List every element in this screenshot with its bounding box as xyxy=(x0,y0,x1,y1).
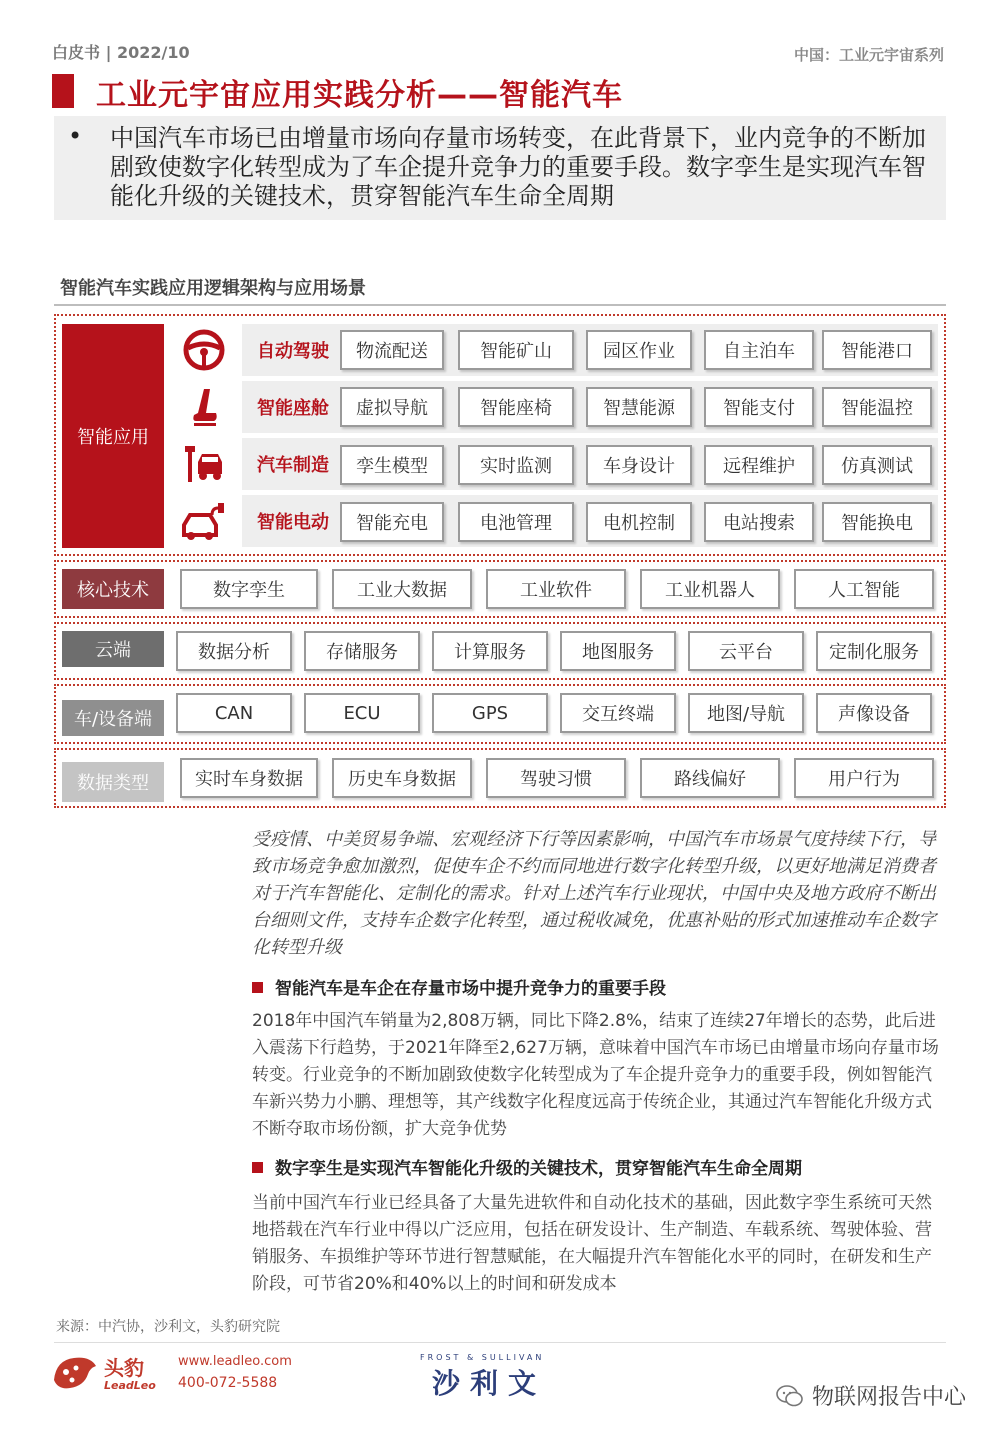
section-heading-text: 数字孪生是实现汽车智能化升级的关键技术，贯穿智能汽车生命全周期 xyxy=(275,1159,802,1179)
app-item: 实时监测 xyxy=(458,445,574,485)
header-left: 白皮书 | 2022/10 xyxy=(52,43,190,62)
app-item: 电池管理 xyxy=(458,502,574,542)
layer-device xyxy=(54,684,946,744)
app-item: 车身设计 xyxy=(586,445,692,485)
app-row-name: 自动驾驶 xyxy=(257,341,329,362)
data-type-item: 实时车身数据 xyxy=(180,758,318,798)
core-tech-item: 工业机器人 xyxy=(640,569,780,609)
architecture-divider xyxy=(54,304,946,306)
app-item: 智能座椅 xyxy=(458,387,574,427)
layer-label-cloud: 云端 xyxy=(62,631,164,667)
brand-name-en: LeadLeo xyxy=(104,1379,156,1392)
layer-data-type xyxy=(54,748,946,808)
core-tech-item: 工业软件 xyxy=(486,569,626,609)
bullet: • xyxy=(68,122,83,150)
core-tech-item: 数字孪生 xyxy=(180,569,318,609)
wechat-icon xyxy=(776,1384,804,1408)
layer-label-core: 核心技术 xyxy=(62,569,164,609)
app-item: 电站搜索 xyxy=(704,502,814,542)
red-square-bullet-icon xyxy=(252,982,263,993)
cloud-item: 云平台 xyxy=(688,631,804,671)
app-item: 智能港口 xyxy=(822,330,932,370)
device-item: ECU xyxy=(304,693,420,733)
layer-label-data: 数据类型 xyxy=(62,762,164,802)
app-item: 智能充电 xyxy=(340,502,444,542)
data-type-item: 历史车身数据 xyxy=(332,758,472,798)
steering-wheel-icon xyxy=(176,324,232,376)
ev-charging-icon xyxy=(176,495,232,547)
app-item: 自主泊车 xyxy=(704,330,814,370)
section-body: 当前中国汽车行业已经具备了大量先进软件和自动化技术的基础，因此数字孪生系统可天然地搭载在汽车行业中得以广泛应用，包括在研发设计、生产制造、车载系统、驾驶体验、营销服务、车损维护等环节进行智慧赋能，在大幅提升汽车智能化水平的同时，在研发和生产阶段，可节省20%和40%以上的时间和研发成本 xyxy=(252,1193,932,1294)
car-tools-icon xyxy=(176,438,232,490)
app-item: 物流配送 xyxy=(340,330,444,370)
app-row-name: 汽车制造 xyxy=(257,455,329,476)
source-note: 来源：中汽协，沙利文，头豹研究院 xyxy=(56,1319,280,1335)
app-item: 园区作业 xyxy=(586,330,692,370)
watermark-text: 物联网报告中心 xyxy=(811,1385,966,1410)
red-square-bullet-icon xyxy=(252,1162,263,1173)
title-accent-bar xyxy=(52,74,74,108)
layer-core-tech xyxy=(54,560,946,618)
device-item: CAN xyxy=(176,693,292,733)
device-item: 交互终端 xyxy=(560,693,676,733)
website-link[interactable]: www.leadleo.com xyxy=(178,1354,292,1369)
core-tech-item: 人工智能 xyxy=(794,569,934,609)
app-item: 智能换电 xyxy=(822,502,932,542)
core-tech-item: 工业大数据 xyxy=(332,569,472,609)
app-item: 仿真测试 xyxy=(822,445,932,485)
data-type-item: 用户行为 xyxy=(794,758,934,798)
app-row-name: 智能座舱 xyxy=(257,398,329,419)
section-heading-text: 智能汽车是车企在存量市场中提升竞争力的重要手段 xyxy=(275,979,666,999)
app-item: 电机控制 xyxy=(586,502,692,542)
cloud-item: 地图服务 xyxy=(560,631,676,671)
architecture-title: 智能汽车实践应用逻辑架构与应用场景 xyxy=(60,278,366,299)
app-item: 智慧能源 xyxy=(586,387,692,427)
intro-paragraph: 受疫情、中美贸易争端、宏观经济下行等因素影响，中国汽车市场景气度持续下行，导致市场竞争愈加激烈，促使车企不约而同地进行数字化转型升级，以更好地满足消费者对于汽车智能化、定制化的需求。针对上述汽车行业现状，中国中央及地方政府不断出台细则文件，支持车企数字化转型，通过税收减免，优惠补贴的形式加速推动车企数字化转型升级 xyxy=(252,829,936,958)
summary-text: 中国汽车市场已由增量市场向存量市场转变，在此背景下，业内竞争的不断加剧致使数字化转型成为了车企提升竞争力的重要手段。数字孪生是实现汽车智能化升级的关键技术，贯穿智能汽车生命全周期 xyxy=(110,124,926,210)
data-type-item: 驾驶习惯 xyxy=(486,758,626,798)
partner-name-cn: 沙利文 xyxy=(432,1367,547,1400)
cloud-item: 定制化服务 xyxy=(816,631,932,671)
phone-number: 400-072-5588 xyxy=(178,1375,278,1391)
header-right: 中国：工业元宇宙系列 xyxy=(793,46,944,64)
layer-label-app: 智能应用 xyxy=(62,324,164,548)
layer-cloud xyxy=(54,622,946,680)
cloud-item: 数据分析 xyxy=(176,631,292,671)
data-type-item: 路线偏好 xyxy=(640,758,780,798)
section-body: 2018年中国汽车销量为2,808万辆，同比下降2.8%，结束了连续27年增长的态势，此后进入震荡下行趋势，于2021年降至2,627万辆，意味着中国汽车市场已由增量市场向存量市场转变。行业竞争的不断加剧致使数字化转型成为了车企提升竞争力的重要手段，例如智能汽车新兴势力小鹏、理想等，其产线数字化程度远高于传统企业，其通过汽车智能化升级方式不断夺取市场份额，扩大竞争优势 xyxy=(252,1011,939,1139)
section-heading xyxy=(252,1154,802,1179)
app-item: 孪生模型 xyxy=(340,445,444,485)
footer-divider xyxy=(54,1342,946,1343)
car-seat-icon xyxy=(176,381,232,433)
watermark xyxy=(776,1380,966,1411)
cloud-item: 存储服务 xyxy=(304,631,420,671)
device-item: 声像设备 xyxy=(816,693,932,733)
cloud-item: 计算服务 xyxy=(432,631,548,671)
app-item: 虚拟导航 xyxy=(340,387,444,427)
page-title: 工业元宇宙应用实践分析——智能汽车 xyxy=(96,78,623,113)
app-item: 智能温控 xyxy=(822,387,932,427)
app-item: 智能支付 xyxy=(704,387,814,427)
partner-name-en: FROST & SULLIVAN xyxy=(420,1353,545,1362)
app-row-name: 智能电动 xyxy=(257,512,329,533)
leadleo-logo-icon xyxy=(50,1350,100,1392)
app-item: 远程维护 xyxy=(704,445,814,485)
layer-label-device: 车/设备端 xyxy=(62,700,164,736)
device-item: 地图/导航 xyxy=(688,693,804,733)
section-heading xyxy=(252,974,666,999)
device-item: GPS xyxy=(432,693,548,733)
brand-name-cn: 头豹 xyxy=(104,1356,144,1380)
layer-smart-application xyxy=(54,314,946,556)
summary-box xyxy=(54,116,946,220)
app-item: 智能矿山 xyxy=(458,330,574,370)
